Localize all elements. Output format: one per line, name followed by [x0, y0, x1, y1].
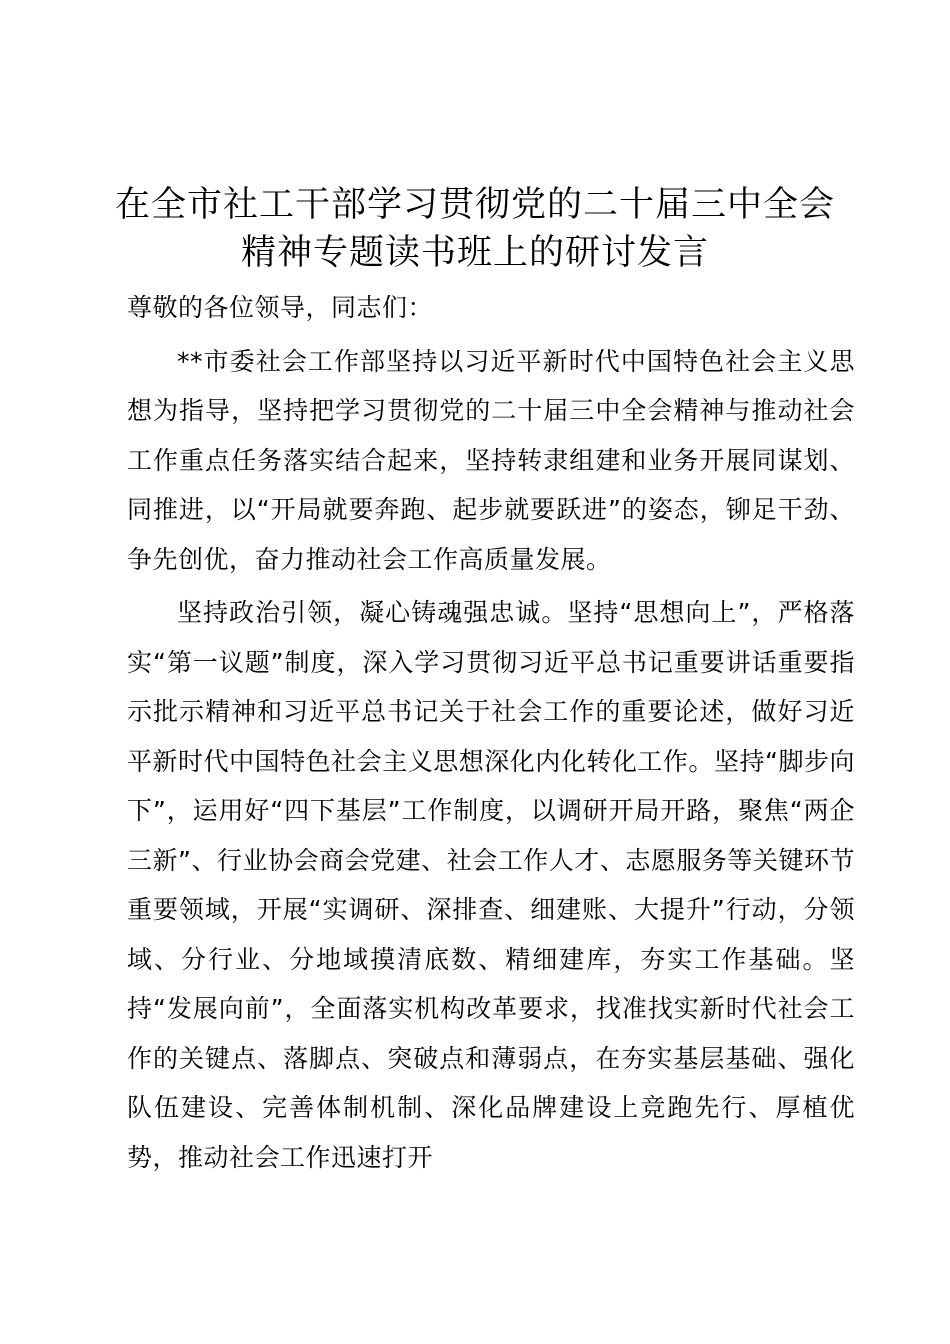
paragraph-political-guidance: 坚持政治引领，凝心铸魂强忠诚。坚持“思想向上”，严格落实“第一议题”制度，深入学习贯彻习近平总书记重要讲话重要指示批示精神和习近平总书记关于社会工作的重要论述，做好习近平新时代中国特色社会主义思想深化内化转化工作。坚持“脚步向下”，运用好“四下基层”工作制度，以调研开局开路，聚焦“两企三新”、行业协会商会党建、社会工作人才、志愿服务等关键环节重要领域，开展“实调研、深排查、细建账、大提升”行动，分领域、分行业、分地域摸清底数、精细建库，夯实工作基础。坚持“发展向前”，全面落实机构改革要求，找准找实新时代社会工作的关键点、落脚点、突破点和薄弱点，在夯实基层基础、强化队伍建设、完善体制机制、深化品牌建设上竞跑先行、厚植优势，推动社会工作迅速打开	[127, 598, 855, 1172]
document-title	[100, 181, 850, 277]
title-line-1: 在全市社工干部学习贯彻党的二十届三中全会	[114, 185, 835, 225]
paragraph-intro: **市委社会工作部坚持以习近平新时代中国特色社会主义思想为指导，坚持把学习贯彻党的二十届三中全会精神与推动社会工作重点任务落实结合起来，坚持转隶组建和业务开展同谋划、同推进，以“开局就要奔跑、起步就要跃进”的姿态，铆足干劲、争先创优，奋力推动社会工作高质量发展。	[127, 346, 855, 574]
document-body	[127, 283, 855, 1186]
salutation: 尊敬的各位领导，同志们：	[127, 293, 434, 322]
title-line-2: 精神专题读书班上的研讨发言	[240, 233, 709, 273]
